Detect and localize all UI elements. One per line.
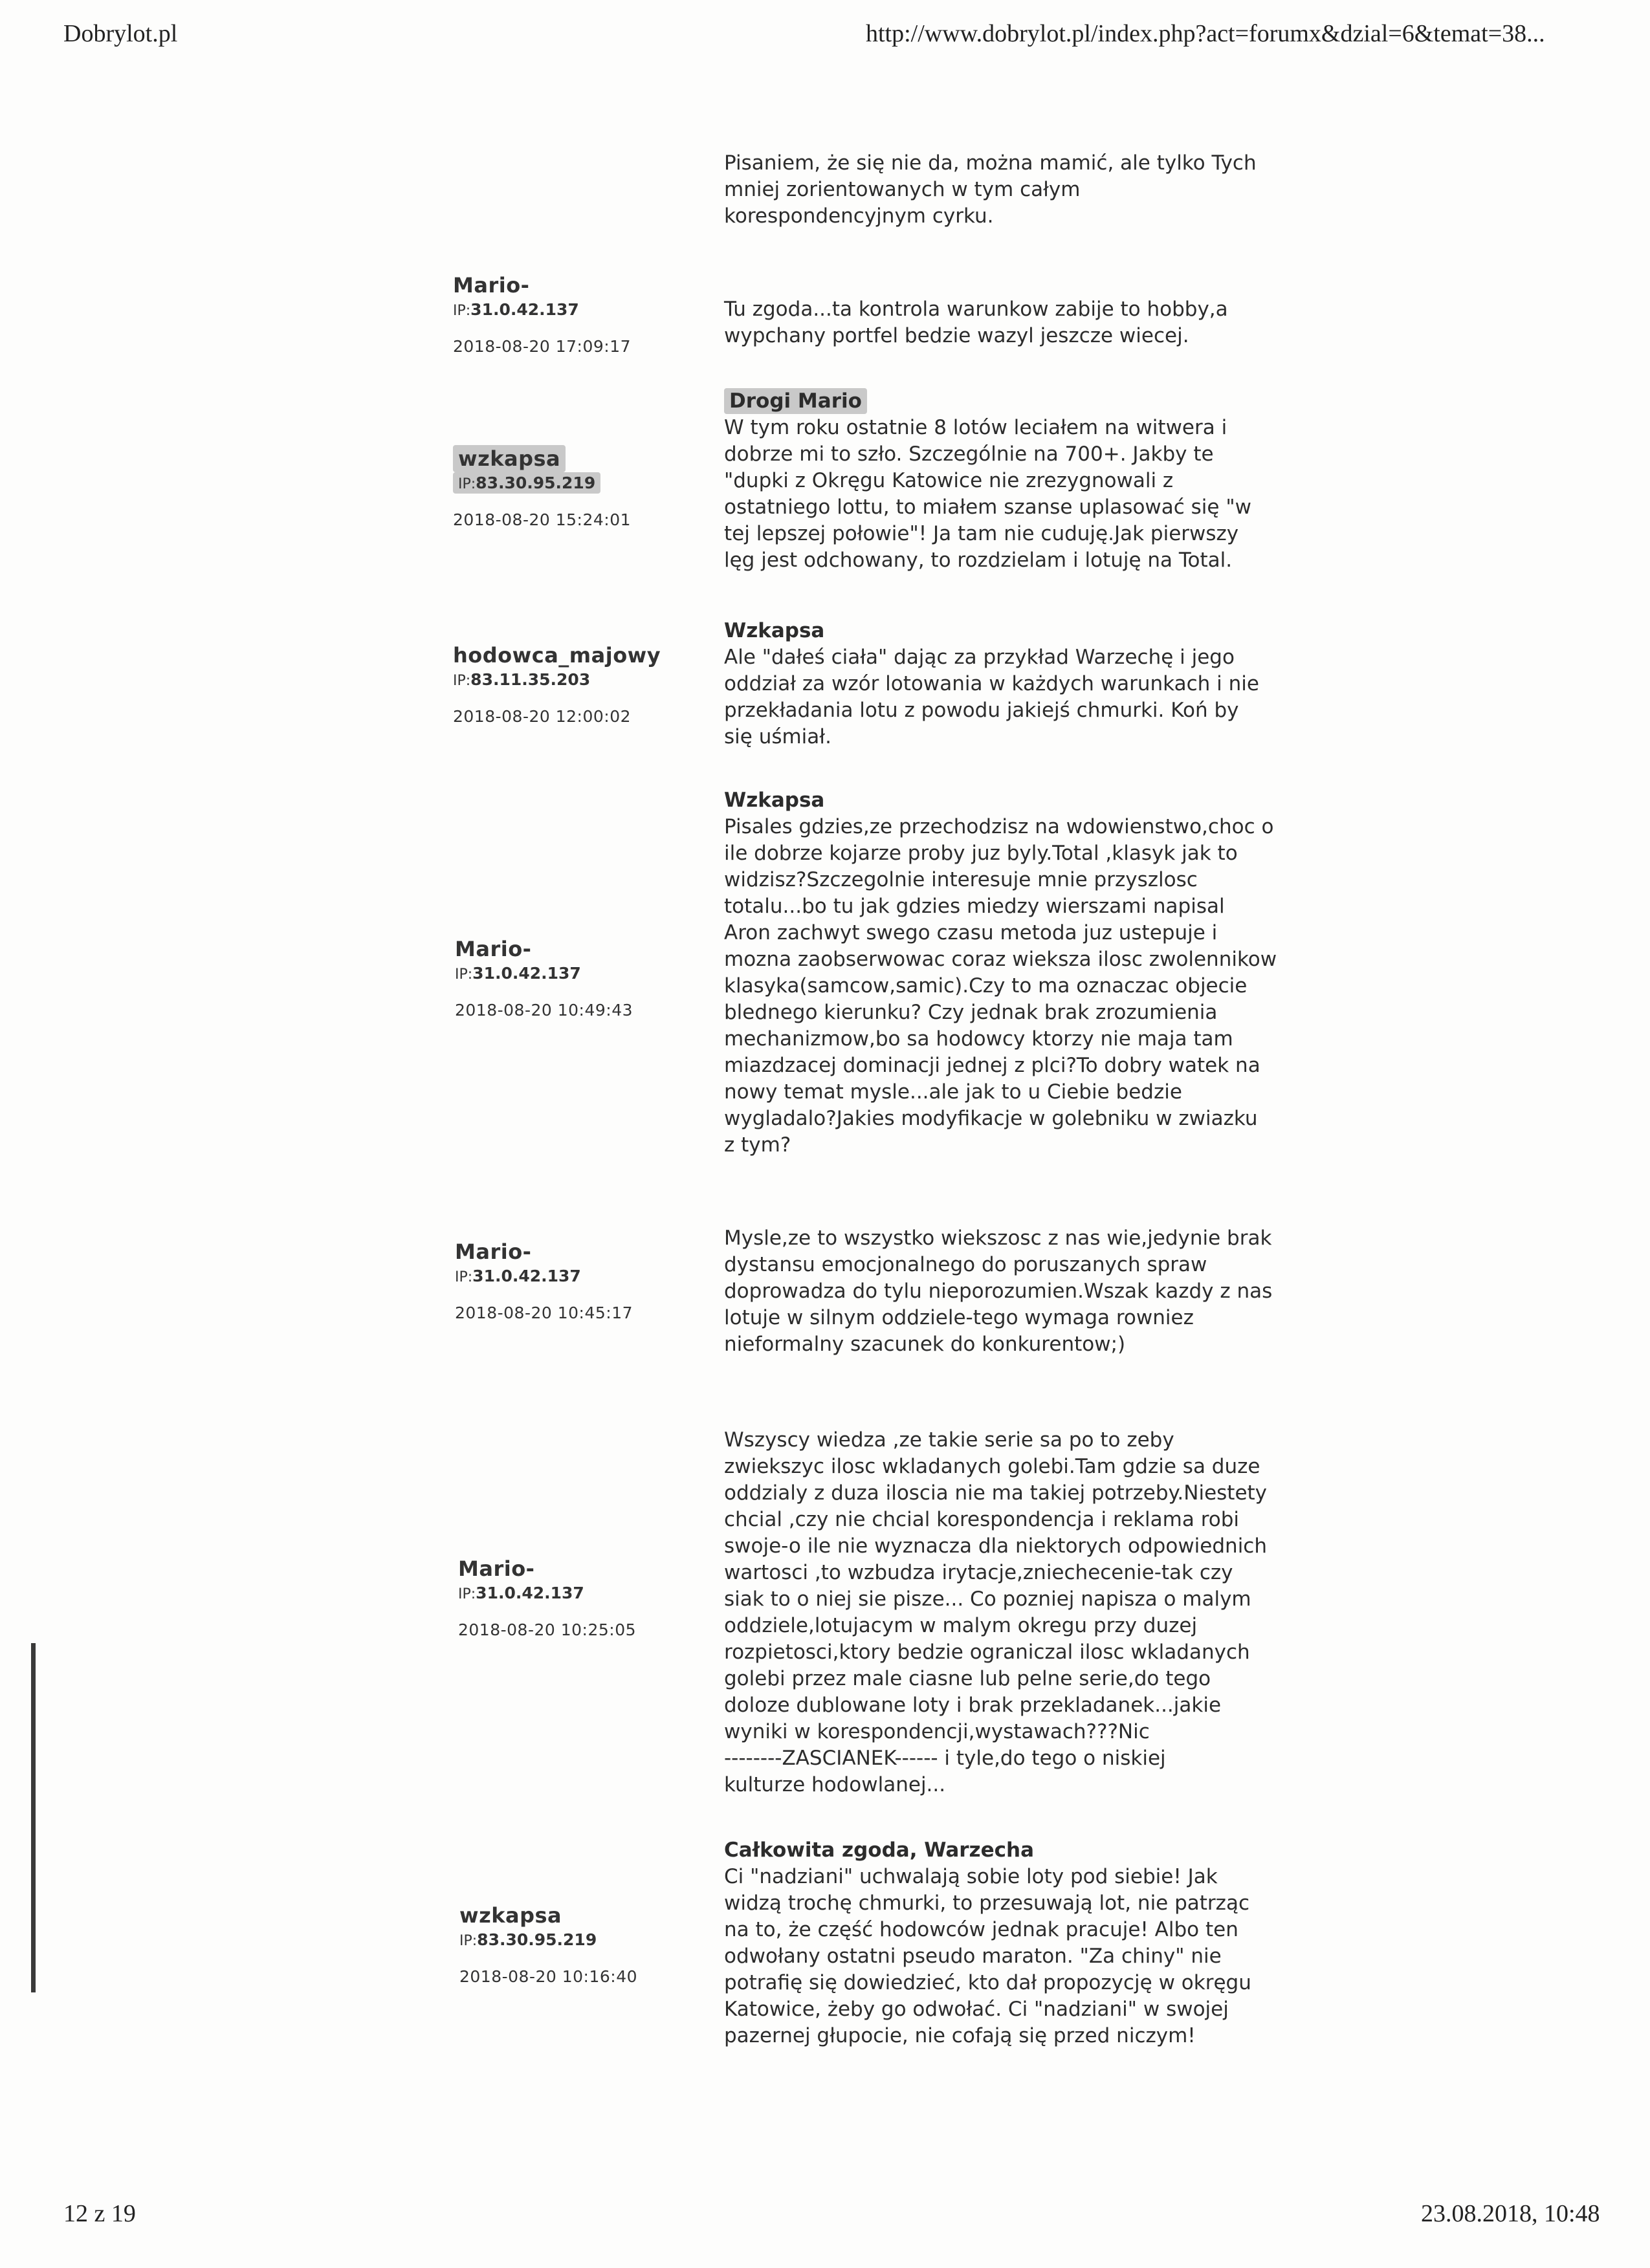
post-date: 2018-08-20 17:09:17 [453,337,632,356]
post-date: 2018-08-20 10:16:40 [459,1967,638,1986]
post-ip [458,1584,636,1602]
post-line: ile dobrze kojarze proby juz byly.Total ,klasyk jak to [724,842,1238,865]
post-line: Aron zachwyt swego czasu metoda juz ustepuje i [724,921,1218,944]
post-body [724,787,1306,1159]
post-line: Ci "nadziani" uchwalają sobie loty pod siebie! Jak [724,1865,1218,1888]
post-author[interactable]: Mario- [453,273,530,298]
ip-address: 83.11.35.203 [470,670,591,689]
post-line: widzisz?Szczegolnie interesuje mnie przyszlosc [724,868,1198,891]
post-line: widzą trochę chmurki, to przesuwają lot, nie patrząc [724,1892,1249,1915]
post-line: się uśmiał. [724,725,831,748]
post-line: lęg jest odchowany, to rozdzielam i lotuję na Total. [724,549,1233,572]
ip-address: 31.0.42.137 [472,1267,581,1285]
site-name: Dobrylot.pl [63,20,178,47]
post-ip [453,474,631,492]
post-line: miazdzacej dominacji jednej z plci?To dobry watek na [724,1054,1260,1077]
post-line: siak to o niej sie pisze... Co pozniej napisza o malym [724,1587,1251,1611]
ip-address: 31.0.42.137 [470,300,579,319]
post-date: 2018-08-20 10:45:17 [455,1303,633,1322]
post-line: W tym roku ostatnie 8 lotów leciałem na witwera i [724,416,1227,439]
post-line: tej lepszej połowie"! Ja tam nie cuduję.Jak pierwszy [724,522,1239,545]
post-author[interactable]: Mario- [455,937,532,961]
ip-label: IP: [458,476,476,492]
post-line: mozna zaobserwowac coraz wieksza ilosc zwolennikow [724,948,1277,971]
post-body [724,296,1306,349]
post-line: Pisales gdzies,ze przechodzisz na wdowienstwo,choc o [724,815,1274,838]
post-line: dobrze mi to szło. Szczególnie na 700+. Jakby te [724,442,1214,466]
post-line: "dupki z Okręgu Katowice nie zrezygnowali z [724,469,1174,492]
post-body [724,1427,1306,1798]
post-line: swoje-o ile nie wyznacza dla niektorych odpowiednich [724,1534,1267,1558]
ip-label: IP: [458,1586,476,1602]
post-line: nowy temat mysle...ale jak to u Ciebie bedzie [724,1080,1182,1104]
post-meta [453,273,631,356]
post-line: kulturze hodowlanej... [724,1773,946,1796]
post-meta [453,446,631,529]
post-meta [455,937,633,1020]
post-body [724,618,1306,750]
post-author-name: wzkapsa [453,445,566,472]
post-line: lotuje w silnym oddziele-tego wymaga rowniez [724,1306,1194,1329]
post-body [724,150,1306,230]
post-date: 2018-08-20 10:25:05 [458,1620,637,1639]
post-meta [453,643,661,726]
ip-address: 83.30.95.219 [476,474,596,492]
post-meta [455,1239,633,1322]
post-body [724,1837,1306,2049]
ip-address: 31.0.42.137 [472,964,581,983]
post-line: Wszyscy wiedza ,ze takie serie sa po to zeby [724,1428,1174,1452]
post-author[interactable] [453,446,631,471]
post-author[interactable]: Mario- [455,1239,532,1264]
post-line: blednego kierunku? Czy jednak brak zrozumienia [724,1001,1218,1024]
post-line: wartosci ,to wzbudza irytacje,zniechecenie-tak czy [724,1561,1233,1584]
post-line: zwiekszyc ilosc wkladanych golebi.Tam gdzie sa duze [724,1455,1260,1478]
post-body [724,388,1306,574]
ip-label: IP: [455,966,473,983]
post-meta [459,1903,637,1986]
post-line: nieformalny szacunek do konkurentow;) [724,1333,1126,1356]
post-line: potrafię się dowiedzieć, kto dał propozycję w okręgu [724,1971,1251,1994]
post-ip [453,670,661,689]
post-line: doloze dublowane loty i brak przekladanek...jakie [724,1694,1222,1717]
post-heading: Wzkapsa [724,789,825,812]
post-line: mniej zorientowanych w tym całym [724,178,1081,201]
post-line: na to, że część hodowców jednak pracuje! Albo ten [724,1918,1238,1941]
post-line: odwołany ostatni pseudo maraton. "Za chiny" nie [724,1945,1222,1968]
post-author[interactable]: wzkapsa [459,1903,562,1928]
post-line: rozpietosci,ktory bedzie ograniczal ilosc wkladanych [724,1641,1250,1664]
post-line: z tym? [724,1133,791,1157]
post-line: mechanizmow,bo sa hodowcy ktorzy nie maja tam [724,1027,1233,1051]
post-line: klasyka(samcow,samic).Czy to ma oznaczac objecie [724,974,1248,998]
ip-label: IP: [453,303,471,319]
page-url[interactable]: http://www.dobrylot.pl/index.php?act=forumx&dzial=6&temat=38... [866,20,1545,47]
post-ip [455,1267,633,1285]
post-line: oddziele,lotujacym w malym okregu przy duzej [724,1614,1198,1637]
post-heading: Całkowita zgoda, Warzecha [724,1838,1034,1862]
ip-label: IP: [455,1269,473,1285]
post-line: Mysle,ze to wszystko wiekszosc z nas wie,jedynie brak [724,1227,1272,1250]
ip-address: 31.0.42.137 [476,1584,584,1602]
post-line: przekładania lotu z powodu jakiejś chmurki. Koń by [724,699,1239,722]
ip-label: IP: [453,673,471,689]
post-line: oddzialy z duza iloscia nie ma takiej potrzeby.Niestety [724,1481,1268,1505]
page-number: 12 z 19 [63,2200,136,2227]
post-date: 2018-08-20 12:00:02 [453,707,632,726]
post-line: Tu zgoda...ta kontrola warunkow zabije to hobby,a [724,298,1228,321]
post-ip [459,1930,637,1949]
post-line: Ale "dałeś ciała" dając za przykład Warzechę i jego [724,646,1235,669]
post-ip [455,964,633,983]
post-line: chcial ,czy nie chcial korespondencja i reklama robi [724,1508,1240,1531]
post-date: 2018-08-20 15:24:01 [453,510,632,529]
post-line: Pisaniem, że się nie da, można mamić, ale tylko Tych [724,151,1257,175]
post-line: --------ZASCIANEK------ i tyle,do tego o niskiej [724,1747,1166,1770]
post-date: 2018-08-20 10:49:43 [455,1001,633,1020]
post-body [724,1225,1306,1358]
post-line: wygladalo?Jakies modyfikacje w golebniku w zwiazku [724,1107,1258,1130]
post-line: ostatniego lottu, to miałem szanse uplasować się "w [724,496,1251,519]
post-line: pazernej głupocie, nie cofają się przed niczym! [724,2024,1196,2047]
post-line: oddział za wzór lotowania w każdych warunkach i nie [724,672,1259,695]
post-line: wypchany portfel bedzie wazyl jeszcze wiecej. [724,324,1189,347]
ip-address: 83.30.95.219 [477,1930,597,1949]
post-heading: Wzkapsa [724,619,825,642]
post-heading: Drogi Mario [724,388,867,414]
scan-edge-mark [31,1643,36,1992]
post-ip [453,300,631,319]
post-line: totalu...bo tu jak gdzies miedzy wierszami napisal [724,895,1225,918]
post-line: Katowice, żeby go odwołać. Ci "nadziani" w swojej [724,1998,1229,2021]
post-line: korespondencyjnym cyrku. [724,204,994,228]
post-author[interactable]: Mario- [458,1556,535,1581]
post-line: wyniki w korespondencji,wystawach???Nic [724,1720,1150,1743]
post-author[interactable]: hodowca_majowy [453,643,661,668]
post-line: doprowadza do tylu nieporozumien.Wszak kazdy z nas [724,1280,1273,1303]
post-meta [458,1556,636,1639]
ip-label: IP: [459,1933,478,1949]
post-line: golebi przez male ciasne lub pelne serie,do tego [724,1667,1211,1690]
print-datetime: 23.08.2018, 10:48 [1421,2200,1600,2227]
post-line: dystansu emocjonalnego do poruszanych spraw [724,1253,1207,1276]
